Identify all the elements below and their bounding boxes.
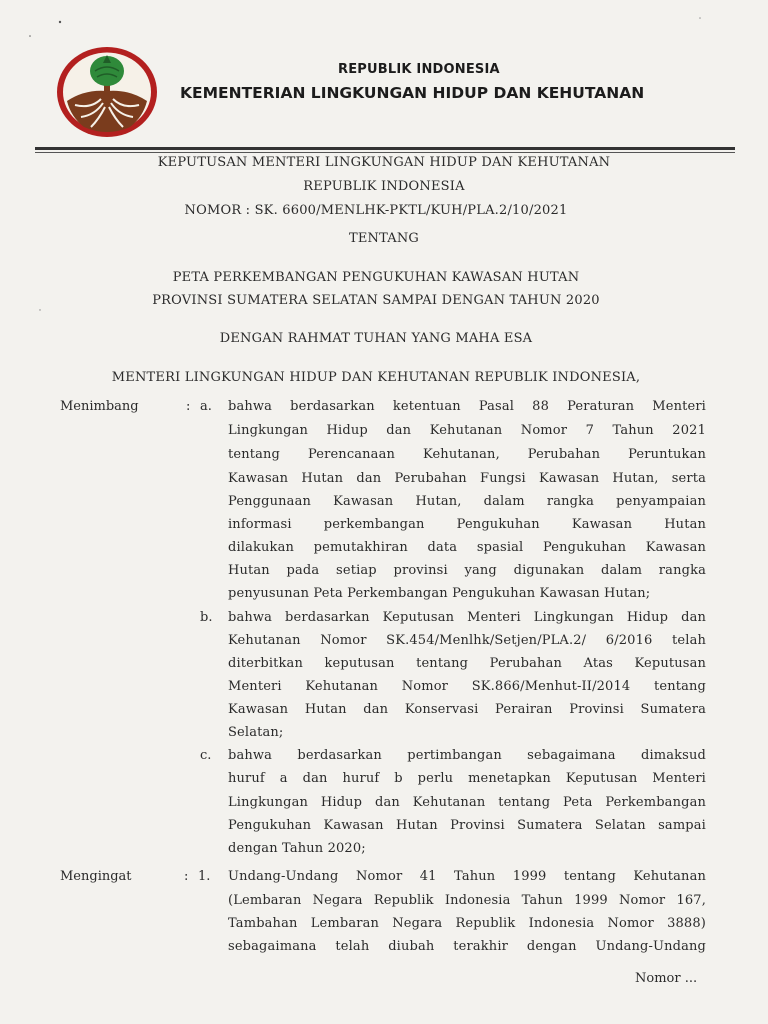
paragraph-line: Tambahan Lembaran Negara Republik Indonesia Nomor 3888) <box>228 916 706 931</box>
paragraph-line: bahwa berdasarkan pertimbangan sebagaimana dimaksud <box>228 748 706 763</box>
decree-number: NOMOR : SK. 6600/MENLHK-PKTL/KUH/PLA.2/10/2021 <box>184 203 568 218</box>
page-continuation: Nomor ... <box>635 971 698 986</box>
paragraph-line: informasi perkembangan Pengukuhan Kawasan Hutan <box>228 517 706 532</box>
paragraph-line: Hutan pada setiap provinsi yang digunakan dalam rangka <box>228 563 706 578</box>
paragraph-line: Penggunaan Kawasan Hutan, dalam rangka penyampaian <box>228 494 706 509</box>
paragraph-line: sebagaimana telah diubah terakhir dengan Undang-Undang <box>228 939 706 954</box>
list-marker: 1. <box>198 869 211 884</box>
paragraph-line: Kawasan Hutan dan Perubahan Fungsi Kawasan Hutan, serta <box>228 471 706 486</box>
decree-title-line2: REPUBLIK INDONESIA <box>303 179 465 194</box>
decree-tentang: TENTANG <box>348 231 420 246</box>
paragraph-line: diterbitkan keputusan tentang Perubahan Atas Keputusan <box>228 656 706 671</box>
paragraph-line: Undang-Undang Nomor 41 Tahun 1999 tentang Kehutanan <box>228 869 706 884</box>
list-marker: c. <box>200 748 212 763</box>
menimbang-colon: : <box>186 399 191 414</box>
decree-subject-line1: PETA PERKEMBANGAN PENGUKUHAN KAWASAN HUTAN <box>172 270 580 285</box>
paragraph-line: dilakukan pemutakhiran data spasial Pengukuhan Kawasan <box>228 540 706 555</box>
mengingat-colon: : <box>184 869 189 884</box>
header-ministry: KEMENTERIAN LINGKUNGAN HIDUP DAN KEHUTANAN <box>180 84 645 102</box>
paragraph-line: Menteri Kehutanan Nomor SK.866/Menhut-II/2014 tentang <box>228 679 706 694</box>
header-republic: REPUBLIK INDONESIA <box>338 62 500 77</box>
paragraph-line: Lingkungan Hidup dan Kehutanan Nomor 7 Tahun 2021 <box>228 423 706 438</box>
paragraph-line: (Lembaran Negara Republik Indonesia Tahun 1999 Nomor 167, <box>228 893 706 908</box>
header-rule-thick <box>35 147 735 150</box>
paragraph-line: Lingkungan Hidup dan Kehutanan tentang Peta Perkembangan <box>228 795 706 810</box>
paragraph-line: bahwa berdasarkan ketentuan Pasal 88 Peraturan Menteri <box>228 399 706 414</box>
paragraph-line: penyusunan Peta Perkembangan Pengukuhan Kawasan Hutan; <box>228 586 651 601</box>
decree-title-line1: KEPUTUSAN MENTERI LINGKUNGAN HIDUP DAN KEHUTANAN <box>157 155 611 170</box>
paragraph-line: tentang Perencanaan Kehutanan, Perubahan Peruntukan <box>228 447 706 462</box>
list-marker: b. <box>200 610 213 625</box>
paragraph-line: Kawasan Hutan dan Konservasi Perairan Provinsi Sumatera <box>228 702 706 717</box>
menimbang-label: Menimbang <box>60 399 139 414</box>
decree-minister: MENTERI LINGKUNGAN HIDUP DAN KEHUTANAN REPUBLIK INDONESIA, <box>111 370 641 385</box>
ministry-emblem-tree-roots-icon <box>55 45 159 139</box>
paragraph-line: Pengukuhan Kawasan Hutan Provinsi Sumatera Selatan sampai <box>228 818 706 833</box>
header-rule-thin <box>35 152 735 153</box>
list-marker: a. <box>200 399 212 414</box>
mengingat-label: Mengingat <box>60 869 132 884</box>
paragraph-line: bahwa berdasarkan Keputusan Menteri Lingkungan Hidup dan <box>228 610 706 625</box>
decree-blessing: DENGAN RAHMAT TUHAN YANG MAHA ESA <box>219 331 533 346</box>
paragraph-line: dengan Tahun 2020; <box>228 841 366 856</box>
paragraph-line: huruf a dan huruf b perlu menetapkan Keputusan Menteri <box>228 771 706 786</box>
paragraph-line: Kehutanan Nomor SK.454/Menlhk/Setjen/PLA.2/ 6/2016 telah <box>228 633 706 648</box>
decree-subject-line2: PROVINSI SUMATERA SELATAN SAMPAI DENGAN TAHUN 2020 <box>152 293 600 308</box>
paragraph-line: Selatan; <box>228 725 284 740</box>
